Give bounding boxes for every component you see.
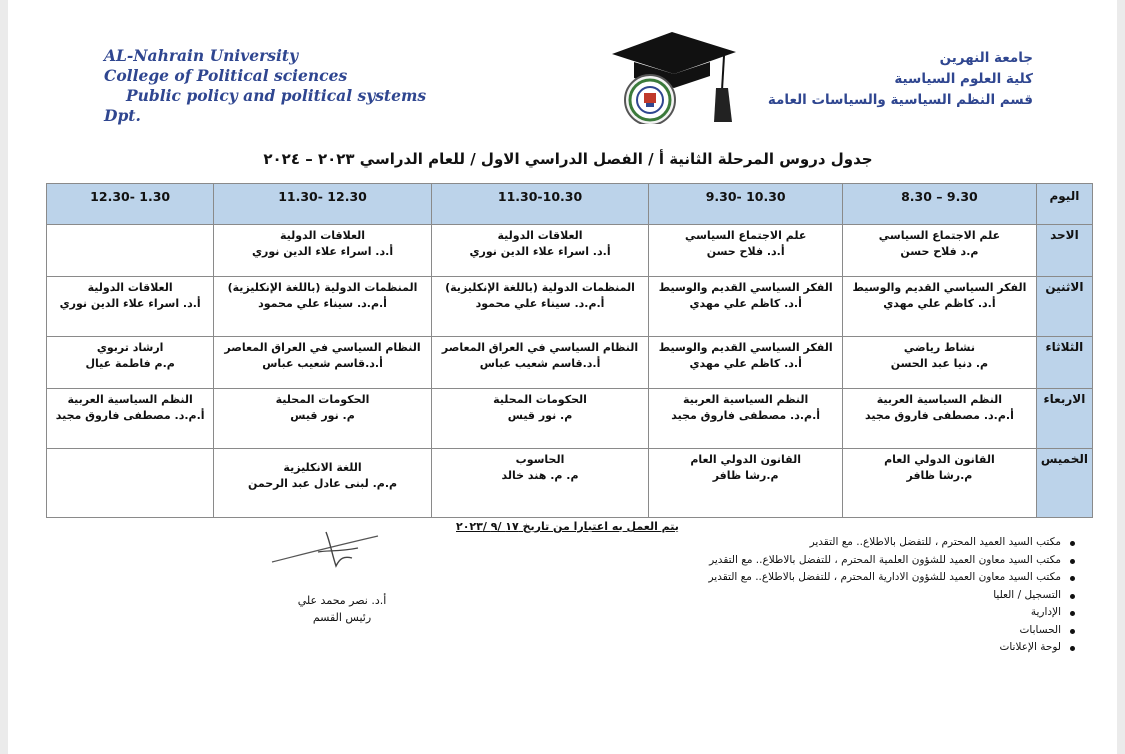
class-cell bbox=[843, 337, 1037, 389]
instructor-name: م.رشا ظافر bbox=[712, 469, 779, 482]
instructor-name: أ.د. اسراء علاء الدين نوري bbox=[59, 297, 201, 310]
period-header: 10.30 -9.30 bbox=[649, 184, 843, 225]
table-row bbox=[47, 225, 1093, 277]
class-cell bbox=[431, 449, 649, 518]
class-cell bbox=[431, 389, 649, 449]
instructor-name: أ.م.د. سيناء علي محمود bbox=[258, 297, 387, 310]
instructor-name: أ.د.قاسم شعيب عباس bbox=[262, 357, 383, 370]
period-header: 1.30 -12.30 bbox=[47, 184, 214, 225]
course-title: العلاقات الدولية bbox=[87, 281, 173, 294]
course-title: نشاط رياضي bbox=[903, 341, 975, 354]
course-title: اللغة الانكليزية bbox=[283, 461, 362, 474]
instructor-name: أ.د. اسراء علاء الدين نوري bbox=[469, 245, 611, 258]
course-title: ارشاد تربوي bbox=[96, 341, 164, 354]
instructor-name: م. م. هند خالد bbox=[501, 469, 579, 482]
class-cell bbox=[431, 225, 649, 277]
list-item: التسجيل / العليا bbox=[709, 587, 1062, 605]
instructor-name: م.د فلاح حسن bbox=[900, 245, 979, 258]
list-item: لوحة الإعلانات bbox=[709, 639, 1062, 657]
instructor-name: م.م فاطمة عيال bbox=[85, 357, 175, 370]
period-header: 9.30 – 8.30 bbox=[843, 184, 1037, 225]
table-row bbox=[47, 389, 1093, 449]
course-title: الفكر السياسي القديم والوسيط bbox=[658, 281, 833, 294]
class-cell bbox=[47, 337, 214, 389]
course-title: علم الاجتماع السياسي bbox=[684, 229, 807, 242]
course-title: النظم السياسية العربية bbox=[67, 393, 193, 406]
instructor-name: أ.د.قاسم شعيب عباس bbox=[479, 357, 601, 370]
department-name-ar: قسم النظم السياسية والسياسات العامة bbox=[767, 92, 1033, 108]
distribution-list bbox=[709, 534, 1078, 657]
instructor-name: أ.م.د. مصطفى فاروق مجيد bbox=[55, 409, 205, 422]
university-logo-icon bbox=[594, 30, 750, 124]
list-item: الحسابات bbox=[709, 622, 1062, 640]
signatory bbox=[282, 592, 402, 626]
list-item: مكتب السيد معاون العميد للشؤون العلمية المحترم ، للتفضل بالاطلاع.. مع التقدير bbox=[709, 552, 1062, 570]
class-cell bbox=[47, 449, 214, 518]
university-name-ar: جامعة النهرين bbox=[939, 50, 1033, 66]
class-cell bbox=[431, 337, 649, 389]
class-cell bbox=[214, 337, 432, 389]
instructor-name: م. دنيا عبد الحسن bbox=[890, 357, 989, 370]
department-name-en: Public policy and political systems bbox=[126, 86, 427, 105]
class-cell bbox=[843, 277, 1037, 337]
instructor-name: م.رشا ظافر bbox=[906, 469, 973, 482]
department-suffix-en: Dpt. bbox=[104, 106, 141, 125]
course-title: النظم السياسية العربية bbox=[876, 393, 1003, 406]
course-title: علم الاجتماع السياسي bbox=[878, 229, 1001, 242]
university-name-en: AL-Nahrain University bbox=[104, 46, 299, 65]
signatory-role: رئيس القسم bbox=[312, 611, 372, 624]
instructor-name: أ.د. كاظم علي مهدي bbox=[689, 357, 802, 370]
day-column-header: اليوم bbox=[1036, 184, 1092, 225]
arabic-letterhead bbox=[768, 48, 1033, 111]
day-label: الخميس bbox=[1036, 449, 1092, 518]
course-title: المنظمات الدولية (باللغة الإنكليزية) bbox=[227, 281, 418, 294]
header-row bbox=[47, 184, 1093, 225]
course-title: الحكومات المحلية bbox=[493, 393, 587, 406]
class-cell bbox=[214, 225, 432, 277]
instructor-name: أ.د. فلاح حسن bbox=[706, 245, 785, 258]
class-cell bbox=[649, 277, 843, 337]
table-row bbox=[47, 337, 1093, 389]
instructor-name: م.م. لبنى عادل عبد الرحمن bbox=[247, 477, 398, 490]
list-item: مكتب السيد معاون العميد للشؤون الادارية المحترم ، للتفضل بالاطلاع.. مع التقدير bbox=[709, 569, 1062, 587]
class-cell bbox=[47, 225, 214, 277]
course-title: العلاقات الدولية bbox=[497, 229, 583, 242]
class-cell bbox=[843, 389, 1037, 449]
course-title: النظم السياسية العربية bbox=[682, 393, 809, 406]
day-label: الاحد bbox=[1036, 225, 1092, 277]
course-title: الفكر السياسي القديم والوسيط bbox=[852, 281, 1027, 294]
course-title: النظام السياسي في العراق المعاصر bbox=[224, 341, 421, 354]
class-cell bbox=[649, 449, 843, 518]
period-header: 12.30 -11.30 bbox=[214, 184, 432, 225]
class-cell bbox=[431, 277, 649, 337]
table-row bbox=[47, 449, 1093, 518]
day-label: الاثنين bbox=[1036, 277, 1092, 337]
class-cell bbox=[214, 389, 432, 449]
course-title: النظام السياسي في العراق المعاصر bbox=[441, 341, 639, 354]
class-cell bbox=[649, 389, 843, 449]
class-cell bbox=[649, 337, 843, 389]
list-item: الإدارية bbox=[709, 604, 1062, 622]
course-title: القانون الدولي العام bbox=[690, 453, 801, 466]
day-label: الثلاثاء bbox=[1036, 337, 1092, 389]
schedule-table bbox=[46, 183, 1093, 518]
class-cell bbox=[214, 277, 432, 337]
document-page bbox=[8, 0, 1117, 754]
course-title: الحكومات المحلية bbox=[275, 393, 370, 406]
college-name-ar: كلية العلوم السياسية bbox=[894, 71, 1033, 87]
instructor-name: أ.د. كاظم علي مهدي bbox=[689, 297, 802, 310]
college-name-en: College of Political sciences bbox=[104, 66, 348, 85]
instructor-name: م. نور قيس bbox=[290, 409, 355, 422]
instructor-name: أ.د. كاظم علي مهدي bbox=[883, 297, 996, 310]
instructor-name: أ.م.د. سيناء علي محمود bbox=[475, 297, 605, 310]
course-title: العلاقات الدولية bbox=[280, 229, 366, 242]
course-title: القانون الدولي العام bbox=[884, 453, 995, 466]
list-item: مكتب السيد العميد المحترم ، للتفضل بالاطلاع.. مع التقدير bbox=[709, 534, 1062, 552]
signatory-name: أ.د. نصر محمد علي bbox=[297, 594, 387, 607]
class-cell bbox=[214, 449, 432, 518]
class-cell bbox=[649, 225, 843, 277]
course-title: الفكر السياسي القديم والوسيط bbox=[658, 341, 833, 354]
class-cell bbox=[843, 449, 1037, 518]
course-title: المنظمات الدولية (باللغة الإنكليزية) bbox=[445, 281, 635, 294]
effective-date-note: يتم العمل به اعتبارا من تاريخ ١٧ /٩ /٢٠٢٣ bbox=[456, 520, 679, 533]
signature-icon bbox=[266, 522, 386, 578]
english-letterhead bbox=[104, 46, 426, 126]
class-cell bbox=[47, 277, 214, 337]
schedule-title: جدول دروس المرحلة الثانية أ / الفصل الدراسي الاول / للعام الدراسي ٢٠٢٣ – ٢٠٢٤ bbox=[263, 150, 873, 168]
course-title: الحاسوب bbox=[515, 453, 565, 466]
table-row bbox=[47, 277, 1093, 337]
day-label: الاربعاء bbox=[1036, 389, 1092, 449]
period-header: 11.30-10.30 bbox=[431, 184, 649, 225]
instructor-name: أ.م.د. مصطفى فاروق مجيد bbox=[865, 409, 1014, 422]
instructor-name: أ.م.د. مصطفى فاروق مجيد bbox=[671, 409, 821, 422]
instructor-name: أ.د. اسراء علاء الدين نوري bbox=[251, 245, 394, 258]
class-cell bbox=[843, 225, 1037, 277]
class-cell bbox=[47, 389, 214, 449]
instructor-name: م. نور قيس bbox=[507, 409, 573, 422]
